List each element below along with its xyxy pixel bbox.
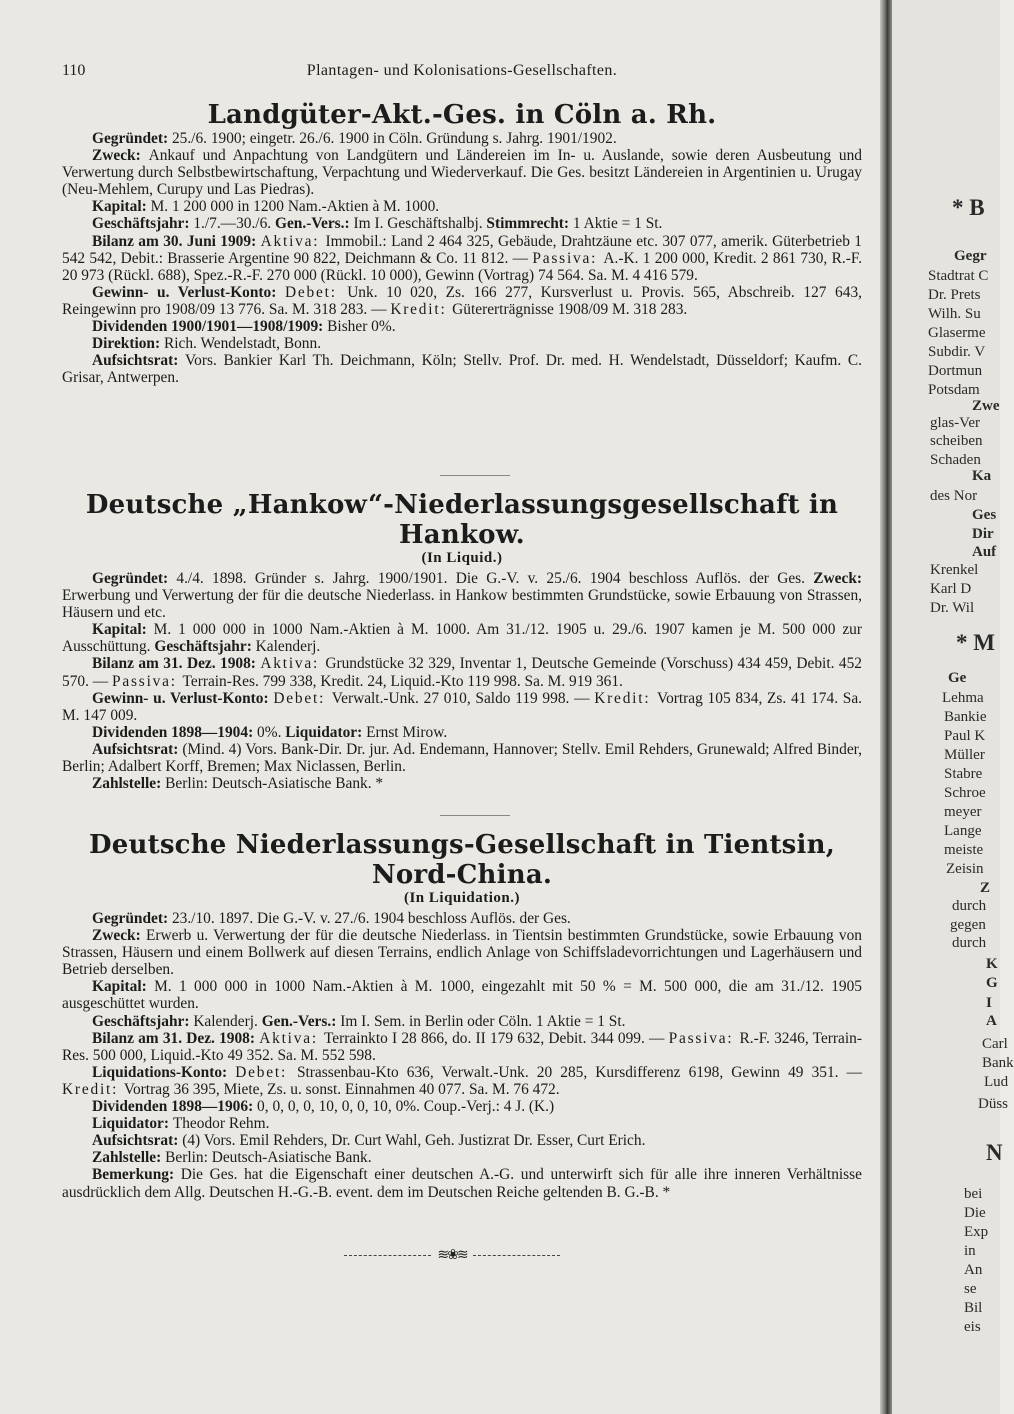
ornament-glyph: ≋❀≋ — [437, 1247, 467, 1263]
field-label: Gen.-Vers.: — [274, 215, 354, 233]
right-page-fragment-line: G — [986, 975, 998, 991]
spaced-label: Kredit: — [390, 300, 453, 318]
entry-paragraph — [62, 1030, 862, 1064]
company-status: (In Liquid.) — [421, 550, 503, 566]
right-page-fragment-line: Bankie — [944, 709, 987, 725]
right-page-fragment-line: se — [964, 1281, 977, 1297]
field-label: Liquidator: — [92, 1115, 173, 1133]
field-value: Unk. 10 020, Zs. 166 277, Kursverlust u. Provis. 565, Abschreib. 127 643, Reingewinn pro 1908/09 13 776. Sa. M. 318 283. — — [62, 283, 862, 318]
company-body — [62, 570, 862, 792]
right-page-fragment-line: Auf — [972, 544, 997, 560]
right-page-fragment-line: Karl D — [930, 581, 972, 597]
right-page-fragment-line: Gegr — [954, 248, 987, 264]
right-page-fragment-line: Exp — [964, 1224, 989, 1240]
right-page-fragment-line: N — [986, 1140, 1003, 1165]
field-value: Ankauf und Anpachtung von Landgütern und Ländereien im In- u. Auslande, sowie deren Ausbeutung und Verwertung durch Selbstbewirtschaftung, Verpachtung und Wiederverkauf. Die Ges. besitzt Ländereien in Argentinien u. Urugay (Neu-Mehlem, Curupy und Las Piedras). — [62, 147, 862, 199]
field-label: Kapital: — [92, 198, 151, 216]
company-status: (In Liquidation.) — [403, 890, 521, 906]
field-label: Aufsichtsrat: — [92, 1132, 183, 1150]
spaced-label: Passiva: — [668, 1029, 740, 1047]
field-value: Strassenbau-Kto 636, Verwalt.-Unk. 20 285, Kursdifferenz 6198, Gewinn 49 351. — — [296, 1063, 862, 1081]
field-value: (Mind. 4) Vors. Bank-Dir. Dr. jur. Ad. Endemann, Hannover; Stellv. Emil Rehders, Grunewald; Alfred Binder, Berlin; Adalbert Korff, Bremen; Max Niclassen, Berlin. — [62, 740, 863, 776]
field-value: Gütererträgnisse 1908/09 M. 318 283. — [452, 300, 688, 318]
entry-paragraph — [62, 1064, 862, 1098]
field-value: M. 1 000 000 in 1000 Nam.-Aktien à M. 1000, eingezahlt mit 50 % = M. 500 000, die am 31./12. 1905 ausgeschüttet wurden. — [62, 978, 862, 1013]
right-page-fragment-line: K — [986, 956, 998, 972]
entry-paragraph — [62, 130, 862, 147]
field-label: Gewinn- u. Verlust-Konto: — [92, 689, 274, 707]
right-page-fragment-line: Bank — [982, 1055, 1014, 1071]
spaced-label: Aktiva: — [260, 232, 326, 250]
right-page-fragment-line: Dr. Wil — [930, 600, 975, 616]
field-label: Dividenden 1898—1906: — [92, 1098, 258, 1116]
entry-paragraph — [62, 352, 862, 386]
entry-paragraph — [62, 741, 862, 775]
right-page-fragment-line: Stabre — [944, 766, 983, 782]
field-value: Grundstücke 32 329, Inventar 1, Deutsche Gemeinde (Vorschuss) 434 459, Debit. 452 570. — — [62, 655, 862, 690]
right-page-fragment-line: Düss — [978, 1096, 1009, 1112]
field-value: Vors. Bankier Karl Th. Deichmann, Köln; Stellv. Prof. Dr. med. H. Wendelstadt, Düsseldorf; Kaufm. C. Grisar, Antwerpen. — [62, 352, 862, 387]
field-label: Gegründet: — [92, 130, 172, 147]
field-value: 0%. — [257, 723, 286, 741]
right-page-fragment-line: Lehma — [942, 690, 984, 706]
field-label: Geschäftsjahr: — [92, 1012, 194, 1030]
entry-paragraph — [62, 284, 862, 318]
field-value: Kalenderj. — [255, 638, 321, 656]
right-page-fragment-line: bei — [964, 1186, 983, 1202]
right-page-fragment-line: Lud — [984, 1074, 1009, 1090]
company-entry-tientsin — [62, 830, 862, 1201]
right-page-fragment-line: An — [964, 1262, 983, 1278]
field-value: Verwalt.-Unk. 27 010, Saldo 119 998. — — [331, 689, 595, 707]
right-page-fragment-line: des Nor — [930, 488, 978, 504]
entry-paragraph — [62, 775, 862, 792]
field-value: Ernst Mirow. — [366, 723, 448, 741]
right-page-fragment-line: A — [986, 1013, 997, 1029]
field-label: Gegründet: — [92, 910, 172, 927]
entry-paragraph — [62, 233, 862, 284]
field-label: Zweck: — [813, 570, 863, 587]
field-label: Kapital: — [92, 978, 155, 996]
field-label: Direktion: — [92, 335, 164, 353]
right-page-fragment-line: gegen — [950, 917, 986, 933]
section-separator — [440, 475, 510, 476]
right-page-fragment-line: meyer — [944, 804, 982, 820]
field-value: M. 1 200 000 in 1200 Nam.-Aktien à M. 1000. — [150, 198, 440, 216]
field-value: (4) Vors. Emil Rehders, Dr. Curt Wahl, Geh. Justizrat Dr. Esser, Curt Erich. — [182, 1132, 646, 1150]
right-page-fragment-line: Lange — [944, 823, 982, 839]
spaced-label: Debet: — [235, 1063, 297, 1081]
right-page-fragment-line: Ka — [972, 468, 992, 484]
right-page-fragment-line: I — [986, 995, 992, 1011]
entry-paragraph — [62, 910, 862, 927]
right-page-fragment-line: glas-Ver — [930, 415, 980, 431]
field-label: Geschäftsjahr: — [92, 215, 194, 233]
right-page-fragment-line: Stadtrat C — [928, 268, 989, 284]
entry-paragraph — [62, 1149, 862, 1166]
field-value: Im I. Sem. in Berlin oder Cöln. 1 Aktie = 1 St. — [340, 1012, 626, 1030]
entry-paragraph — [62, 1166, 862, 1200]
page-number: 110 — [62, 62, 86, 79]
right-page-fragment-line: Bil — [964, 1300, 983, 1316]
field-label: Liquidator: — [285, 723, 367, 741]
field-label: Geschäftsjahr: — [154, 638, 256, 656]
spaced-label: Kredit: — [594, 689, 657, 707]
section-separator — [440, 815, 510, 816]
field-value: 1./7.—30./6. — [193, 215, 275, 233]
entry-paragraph — [62, 335, 862, 352]
entry-paragraph — [62, 1098, 862, 1115]
right-page-fragment-line: eis — [964, 1319, 981, 1335]
field-label: Gen.-Vers.: — [261, 1012, 341, 1030]
right-page-fragment-line: Die — [964, 1205, 986, 1221]
right-page-fragment-line: Ge — [948, 670, 967, 686]
book-gutter — [880, 0, 892, 1414]
field-value: A.-K. 1 200 000, Kredit. 2 861 730, R.-F. 20 973 (Rückl. 688), Spez.-R.-F. 270 000 (Rückl. 10 000), Gewinn (Vortrag) 74 564. Sa. M. 4 416 579. — [62, 249, 863, 284]
field-value: 1 Aktie = 1 St. — [572, 215, 663, 233]
field-label: Dividenden 1898—1904: — [92, 723, 258, 741]
field-value: M. 1 000 000 in 1000 Nam.-Aktien à M. 1000. Am 31./12. 1905 u. 29./6. 1907 kamen je M. 500 000 zur Ausschüttung. — [62, 621, 862, 656]
ornament-rule-right — [473, 1255, 560, 1256]
entry-paragraph — [62, 318, 862, 335]
entry-paragraph — [62, 198, 862, 215]
entry-paragraph — [62, 1013, 862, 1030]
closing-ornament — [344, 1245, 560, 1265]
spaced-label: Passiva: — [532, 249, 604, 267]
field-value: Kalenderj. — [193, 1012, 262, 1030]
company-body — [62, 130, 862, 386]
running-title: Plantagen- und Kolonisations-Gesellschaften. — [306, 62, 618, 79]
field-value: Berlin: Deutsch-Asiatische Bank. — [165, 1149, 372, 1167]
right-page-fragment-line: scheiben — [930, 433, 983, 449]
right-page-fragment-line: * M — [956, 630, 995, 655]
right-page-fragment-line: Glaserme — [928, 325, 986, 341]
right-page-fragment-line: Schaden — [930, 452, 981, 468]
field-value: Immobil.: Land 2 464 325, Gebäude, Drahtzäune etc. 307 077, amerik. Güterbetrieb 1 542 542, Debit.: Brasserie Argentine 90 822, Deichmann & Co. 11 812. — — [62, 232, 862, 267]
entry-paragraph — [62, 1115, 862, 1132]
field-value: 4./4. 1898. Gründer s. Jahrg. 1900/1901. Die G.-V. v. 25./6. 1904 beschloss Auflös. der Ges. — [176, 570, 814, 587]
entry-paragraph — [62, 927, 862, 978]
right-page-fragment-line: Dortmun — [928, 363, 983, 379]
field-label: Zahlstelle: — [92, 775, 166, 793]
field-value: Theodor Rehm. — [172, 1115, 270, 1133]
company-entry-hankow — [62, 490, 862, 792]
right-page-fragment-line: Paul K — [944, 728, 986, 744]
field-label: Gegründet: — [92, 570, 177, 587]
page-header — [62, 62, 862, 86]
company-body — [62, 910, 862, 1201]
company-title: Deutsche Niederlassungs-Gesellschaft in Tientsin, Nord-China. — [89, 830, 835, 890]
spaced-label: Debet: — [273, 689, 332, 707]
field-label: Dividenden 1900/1901—1908/1909: — [92, 318, 328, 336]
company-title: Deutsche „Hankow“-Niederlassungsgesellschaft in Hankow. — [85, 490, 839, 550]
company-title: Landgüter-Akt.-Ges. in Cöln a. Rh. — [207, 100, 717, 130]
field-value: Rich. Wendelstadt, Bonn. — [163, 335, 322, 353]
field-label: Stimmrecht: — [486, 215, 573, 233]
entry-paragraph — [62, 215, 862, 232]
field-value: Bisher 0%. — [327, 318, 396, 336]
field-value: Terrain-Res. 799 338, Kredit. 24, Liquid.-Kto 119 998. Sa. M. 919 361. — [182, 672, 623, 690]
field-value: Die Ges. hat die Eigenschaft einer deutschen A.-G. und unterwirft sich für alle ihre inneren Verhältnisse ausdrücklich dem Allg. Deutschen H.-G.-B. event. dem im Deutschen Reiche geltenden B. G.-B. * — [62, 1166, 862, 1201]
spaced-label: Aktiva: — [260, 655, 326, 673]
spaced-label: Aktiva: — [259, 1029, 324, 1047]
right-page-fragment-line: Wilh. Su — [928, 306, 981, 322]
field-label: Bemerkung: — [92, 1166, 181, 1184]
entry-paragraph — [62, 147, 862, 198]
field-label: Zweck: — [92, 147, 149, 165]
entry-paragraph — [62, 570, 862, 621]
entry-paragraph — [62, 655, 862, 689]
right-page-fragment-line: Schroe — [944, 785, 986, 801]
entry-paragraph — [62, 1132, 862, 1149]
spaced-label: Passiva: — [112, 672, 183, 690]
right-page-fragment-line: Potsdam — [928, 382, 980, 398]
field-label: Aufsichtsrat: — [92, 352, 186, 370]
field-value: Terrainkto I 28 866, do. II 179 632, Debit. 344 099. — — [323, 1029, 669, 1047]
entry-paragraph — [62, 621, 862, 655]
entry-paragraph — [62, 724, 862, 741]
field-label: Kapital: — [92, 621, 154, 639]
company-entry-landgueter — [62, 100, 862, 386]
ornament-rule-left — [344, 1255, 431, 1256]
right-page-fragment-line: Subdir. V — [928, 344, 986, 360]
spaced-label: Debet: — [284, 283, 348, 301]
entry-paragraph — [62, 978, 862, 1012]
field-value: Berlin: Deutsch-Asiatische Bank. * — [165, 775, 384, 793]
field-value: Vortrag 105 834, Zs. 41 174. Sa. M. 147 009. — [62, 689, 863, 724]
page-right-fragment — [892, 0, 1014, 1414]
field-value: Erwerbung und Verwertung der für die deutsche Niederlass. in Hankow bestimmten Grundstücke, sowie Erbauung von Strassen, Häusern und etc. — [62, 587, 862, 622]
field-value: 23./10. 1897. Die G.-V. v. 27./6. 1904 beschloss Auflös. der Ges. — [171, 910, 571, 927]
field-label: Bilanz am 31. Dez. 1908: — [92, 655, 261, 673]
field-value: Im I. Geschäftshalbj. — [353, 215, 487, 233]
field-value: 25./6. 1900; eingetr. 26./6. 1900 in Cöln. Gründung s. Jahrg. 1901/1902. — [171, 130, 617, 147]
field-value: 0, 0, 0, 0, 10, 0, 0, 10, 0%. Coup.-Verj.: 4 J. (K.) — [257, 1098, 555, 1116]
field-value: R.-F. 3246, Terrain-Res. 500 000, Liquid.-Kto 49 352. Sa. M. 552 598. — [62, 1029, 862, 1064]
right-page-fragment-line: durch — [952, 935, 987, 951]
right-page-fragment-line: meiste — [944, 842, 984, 858]
field-label: Zweck: — [92, 927, 147, 945]
field-label: Gewinn- u. Verlust-Konto: — [92, 283, 285, 301]
right-page-fragment-line: Ges — [972, 507, 997, 523]
right-page-fragment-line: durch — [952, 898, 987, 914]
right-page-fragment-line: Z — [980, 880, 991, 896]
right-page-fragment-line: * B — [952, 195, 985, 220]
field-label: Aufsichtsrat: — [92, 740, 183, 758]
right-page-fragment-line: Dir — [972, 526, 994, 542]
field-label: Liquidations-Konto: — [92, 1063, 236, 1081]
field-label: Bilanz am 31. Dez. 1908: — [92, 1029, 260, 1047]
right-page-fragment-line: Carl — [982, 1036, 1008, 1052]
right-page-fragment-line: Krenkel — [930, 562, 979, 578]
right-page-fragment-line: Zwe — [972, 398, 1000, 414]
spaced-label: Kredit: — [62, 1080, 124, 1098]
right-page-fragment-line: Zeisin — [946, 861, 984, 877]
right-page-fragment-line: Müller — [944, 747, 985, 763]
field-value: Vortrag 36 395, Miete, Zs. u. sonst. Einnahmen 40 077. Sa. M. 76 472. — [123, 1080, 560, 1098]
right-page-fragment-line: Dr. Prets — [928, 287, 981, 303]
field-value: Erwerb u. Verwertung der für die deutsche Niederlass. in Tientsin bestimmten Grundstücke, sowie Erbauung von Strassen, Häusern und einem Bollwerk auf diesen Terrains, endlich Anlage von Schiffsladevorrichtungen und Lagerhäusern und Betrieb derselben. — [62, 927, 863, 979]
field-label: Bilanz am 30. Juni 1909: — [92, 232, 261, 250]
entry-paragraph — [62, 690, 862, 724]
right-page-fragment-line: in — [964, 1243, 976, 1259]
field-label: Zahlstelle: — [92, 1149, 166, 1167]
